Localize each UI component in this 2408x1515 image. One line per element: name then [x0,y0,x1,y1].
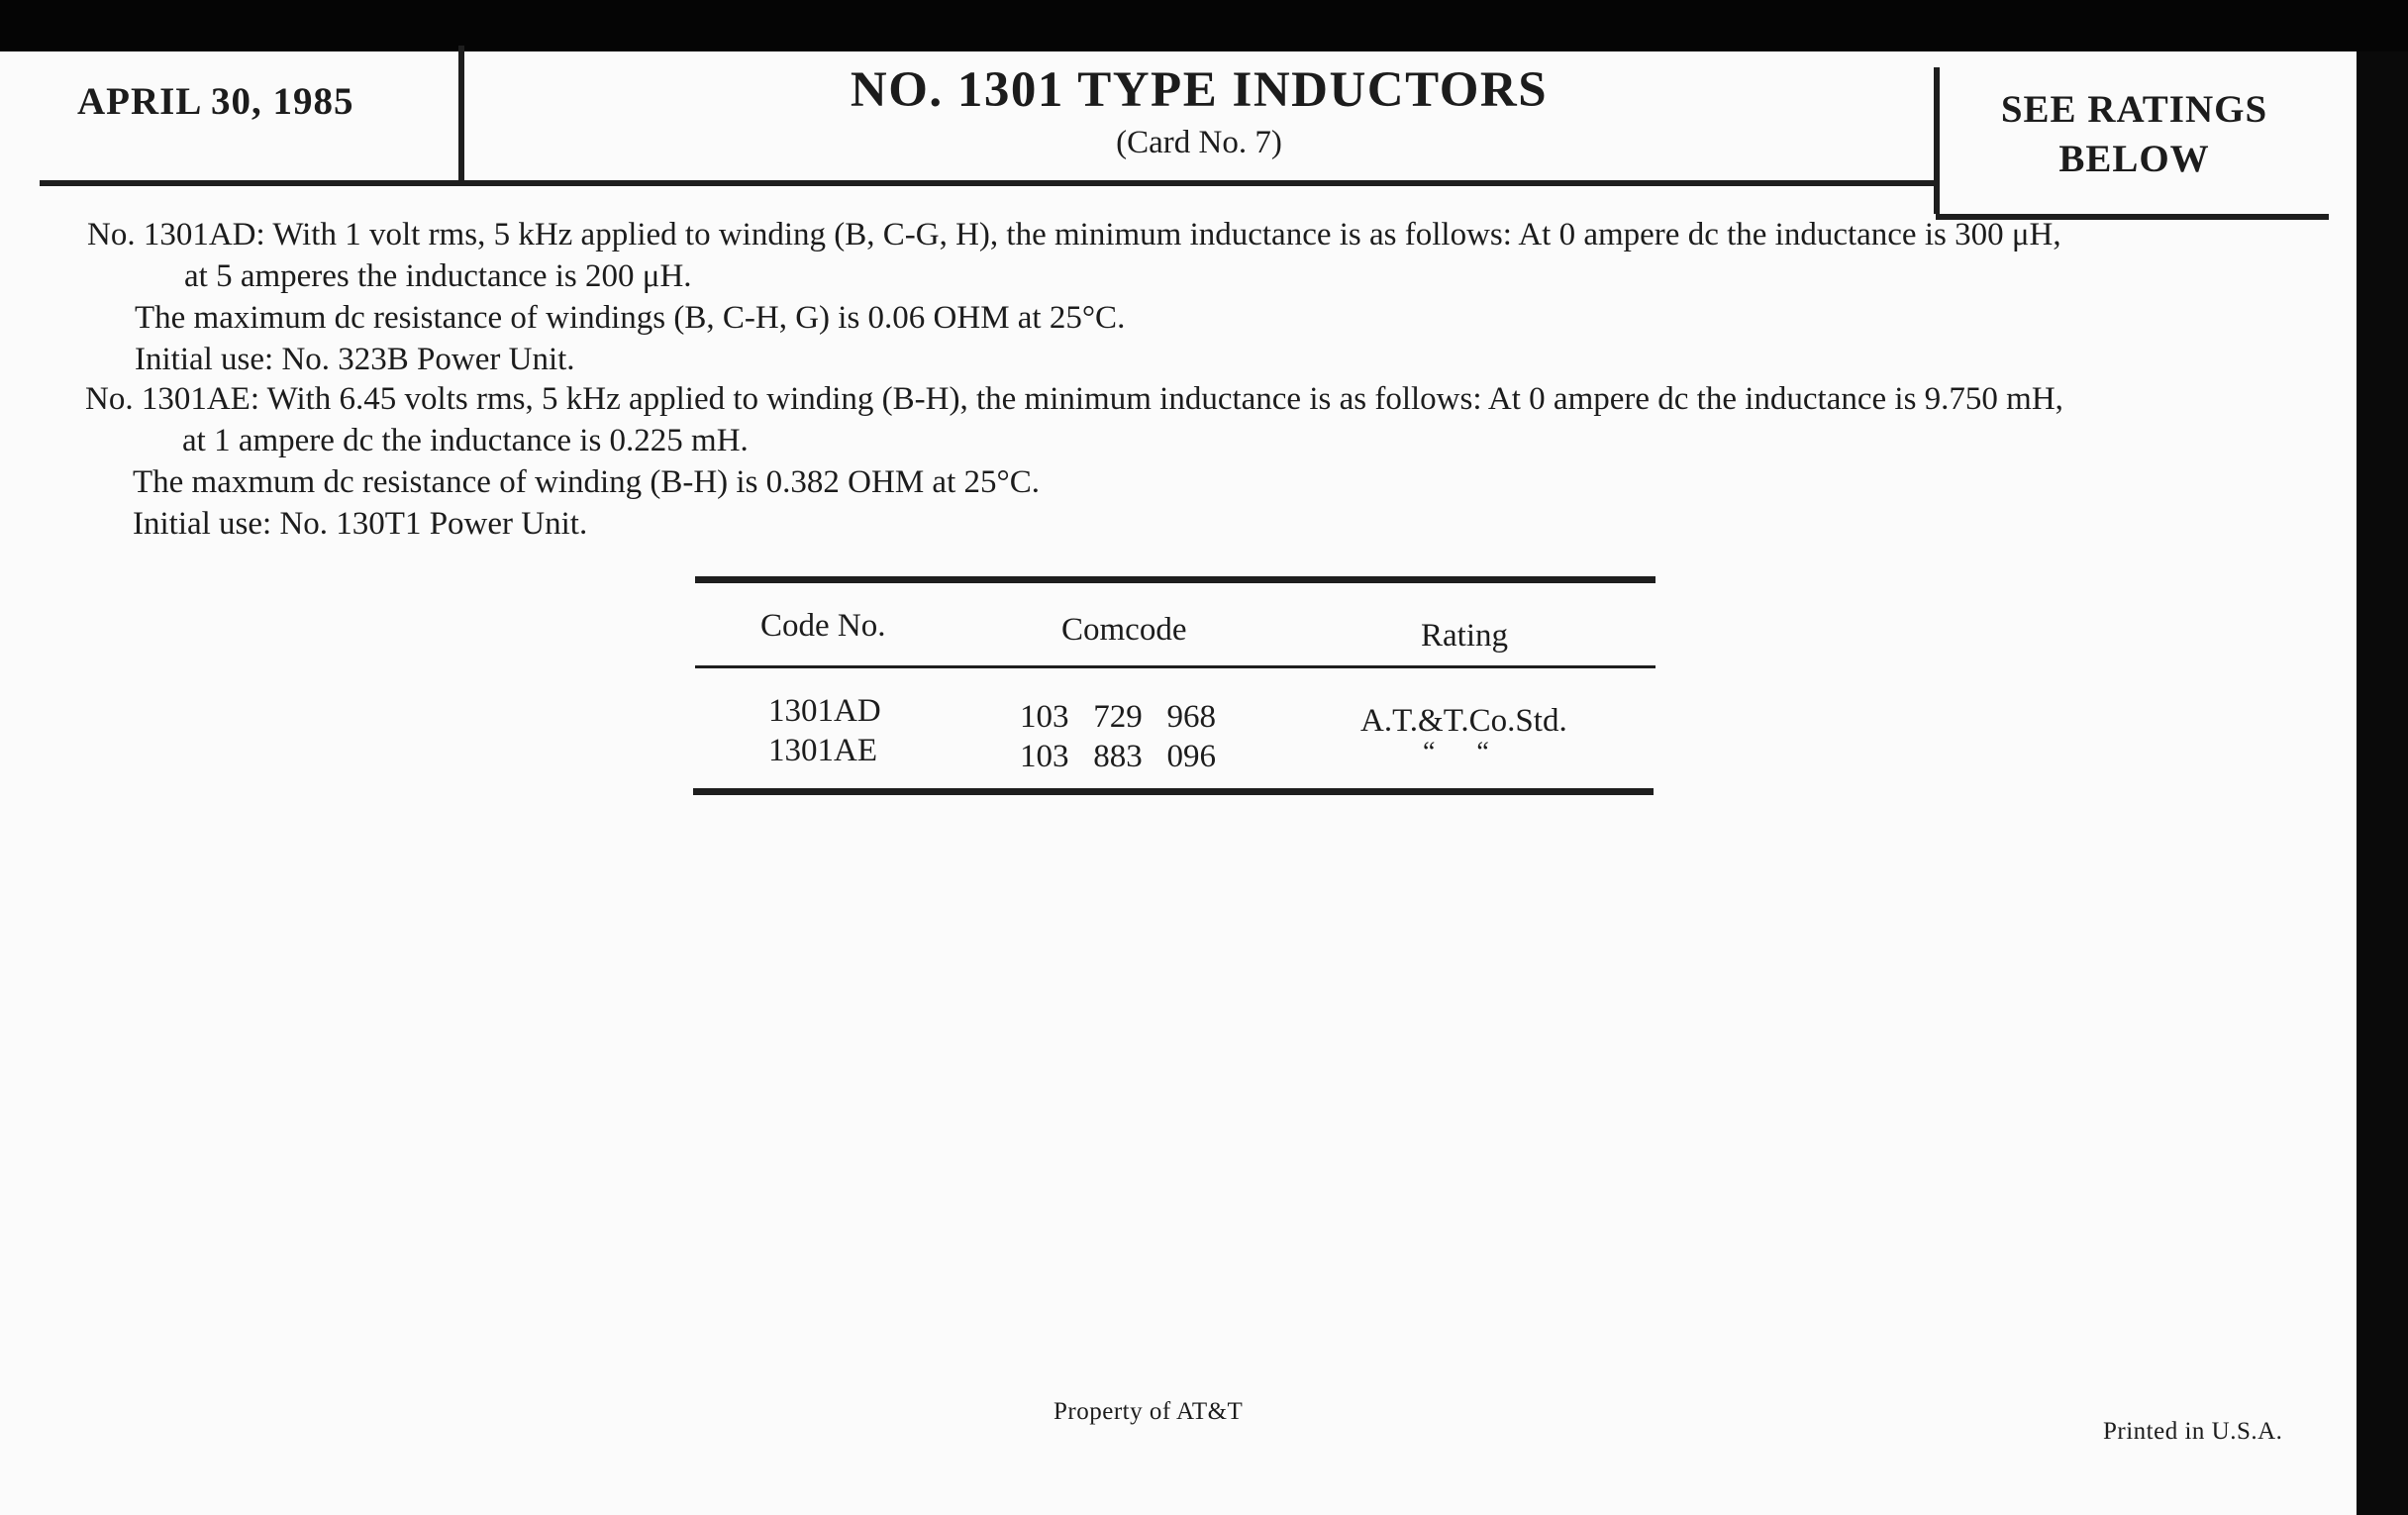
p2-line2: at 1 ampere dc the inductance is 0.225 mH. [182,423,749,458]
row2-code: 1301AE [768,733,877,768]
row2-rating: “ “ [1423,737,1489,767]
table-bottom-rule [693,788,1654,795]
table-header-comcode: Comcode [1061,612,1187,648]
see-ratings-note [1940,85,2329,184]
p1-line4: Initial use: No. 323B Power Unit. [135,342,575,377]
printed-notice: Printed in U.S.A. [2103,1418,2283,1445]
property-notice: Property of AT&T [1054,1398,1244,1425]
table-header-rule [695,665,1656,668]
row1-comcode: 103 729 968 [1020,699,1216,735]
row2-comcode: 103 883 096 [1020,739,1216,774]
table-top-rule [695,576,1656,583]
table-header-code: Code No. [760,608,886,644]
header-rule [40,180,1936,186]
p1-line2: at 5 amperes the inductance is 200 μH. [184,258,692,294]
p1-line1: No. 1301AD: With 1 volt rms, 5 kHz applied to winding (B, C-G, H), the minimum inductance is as follows: At 0 ampere dc the inductance is 300 μH, [87,217,2061,252]
row1-code: 1301AD [768,693,881,729]
row1-rating: A.T.&T.Co.Std. [1360,703,1567,739]
see-ratings-line2: BELOW [2058,138,2210,180]
page-title: NO. 1301 TYPE INDUCTORS [850,62,1549,118]
p2-line1: No. 1301AE: With 6.45 volts rms, 5 kHz applied to winding (B-H), the minimum inductance is as follows: At 0 ampere dc the inductance is 9.750 mH, [85,381,2063,417]
p2-line3: The maxmum dc resistance of winding (B-H) is 0.382 OHM at 25°C. [133,464,1040,500]
table-header-rating: Rating [1421,618,1508,654]
p1-line3: The maximum dc resistance of windings (B, C-H, G) is 0.06 OHM at 25°C. [135,300,1126,336]
card-date: APRIL 30, 1985 [77,80,354,123]
p2-line4: Initial use: No. 130T1 Power Unit. [133,506,588,542]
scan-edge [2357,51,2408,1515]
see-ratings-line1: SEE RATINGS [2000,88,2268,131]
card-number: (Card No. 7) [1116,125,1282,160]
